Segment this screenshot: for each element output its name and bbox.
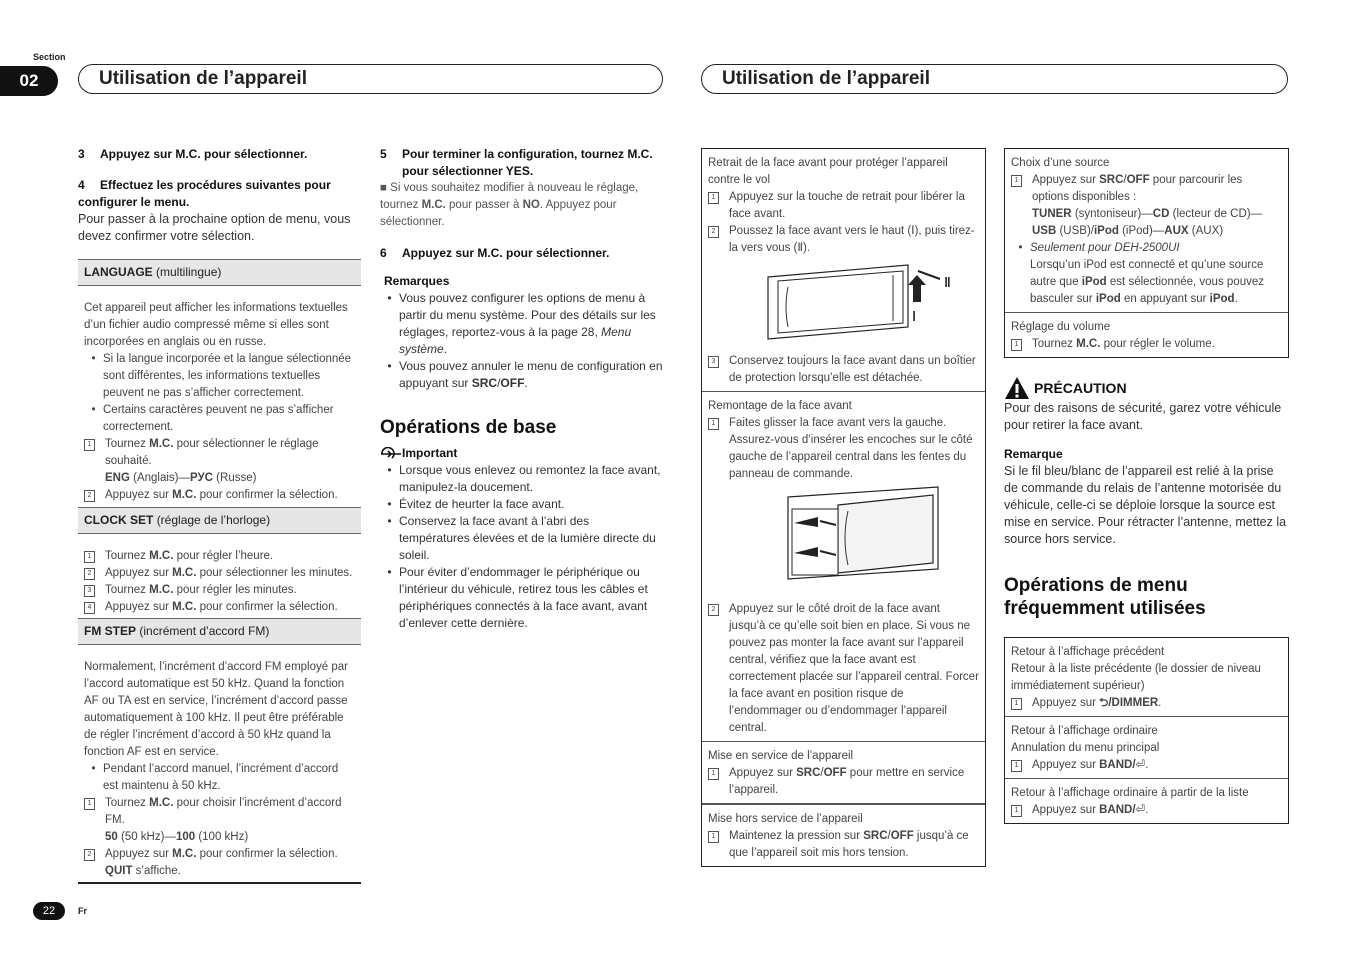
language-code: Fr: [78, 906, 87, 916]
frequent-op-2: Retour à l’affichage ordinaire Annulation du menu principal 1 Appuyez sur BAND/⏎.: [1005, 717, 1288, 779]
remarks-title: Remarques: [384, 274, 450, 288]
warning-icon: [1004, 376, 1030, 400]
step-5-note: ■ Si vous souhaitez modifier à nouveau le réglage, tournez M.C. pour passer à NO. Appuyez pour sélectionner.: [380, 182, 639, 228]
front-panel-table: [701, 148, 986, 867]
fm-step-bar: FM STEP (incrément d’accord FM): [78, 618, 361, 645]
remark-1: • Vous pouvez configurer les options de menu à partir du menu système. Pour des détails sur les réglages, reportez-vous à la page 28, Menu système.: [387, 291, 656, 356]
volume-cell: Réglage du volume 1 Tournez M.C. pour régler le volume.: [1011, 321, 1215, 350]
step-4-text: Pour passer à la prochaine option de menu, vous devez confirmer votre sélection.: [78, 212, 351, 243]
column-2: [380, 146, 663, 632]
mark-2: Ⅱ: [944, 276, 951, 291]
important-4: • Pour éviter d’endommager le périphérique ou l’intérieur du véhicule, retirez tous les câbles et périphériques connectés à la face avant, avant d’enlever cette dernière.: [387, 565, 648, 630]
section-title-right: Utilisation de l’appareil: [701, 64, 1288, 94]
step-4: 4 Effectuez les procédures suivantes pour configurer le menu.: [78, 178, 331, 209]
remark-text: Si le fil bleu/blanc de l’appareil est relié à la prise de commande du relais de l’antenne motorisée du véhicule, celle-ci se déploie lorsque la source est mise en service. Pour rétracter l’antenne, mettez la source hors service.: [1004, 464, 1287, 546]
clock-block: 1 Tournez M.C. pour régler l’heure. 2 Appuyez sur M.C. pour sélectionner les minutes. 3 Tournez M.C. pour régler les minutes. 4 Appuyez sur M.C. pour confirmer la sélection.: [78, 534, 361, 616]
source-volume-table: [1004, 148, 1289, 358]
clock-bar: CLOCK SET (réglage de l’horloge): [78, 507, 361, 534]
important-icon: [380, 447, 402, 461]
band-icon: ⏎: [1135, 804, 1146, 816]
caution-heading: PRÉCAUTION: [1004, 376, 1288, 400]
column-4-text: [1004, 376, 1288, 620]
remove-front-panel-cell: Retrait de la face avant pour protéger l’appareil contre le vol 1 Appuyez sur la touche de retrait pour libérer la face avant. 2 Poussez la face avant vers le haut (Ⅰ), puis tirez-la vers vous (Ⅱ). Ⅱ Ⅰ 3 Conservez toujours la face avant dans un boîtier de protection lorsqu’elle est détachée.: [702, 149, 985, 392]
remark-2: • Vous pouvez annuler le menu de configuration en appuyant sur SRC/OFF.: [387, 359, 663, 390]
page-number: 22: [33, 902, 65, 920]
remark-title: Remarque: [1004, 447, 1063, 461]
remove-illustration: [708, 257, 978, 347]
language-bar: LANGUAGE (multilingue): [78, 259, 361, 286]
step-6: 6 Appuyez sur M.C. pour sélectionner.: [380, 246, 610, 260]
section-title-left: Utilisation de l’appareil: [78, 64, 663, 94]
mount-front-panel-cell: Remontage de la face avant 1 Faites glisser la face avant vers la gauche. Assurez-vous d’insérer les encoches sur le côté gauche de l’appareil central dans les fentes du panneau de commande. 2 Appuyez sur le côté droit de la face avant jusqu’à ce qu’elle soit bien en place. Si vous ne pouvez pas monter la face avant sur l’appareil central, vérifiez que la face avant est correctement placée sur l’appareil central. Forcer la face avant en position risque de l’endommager ou d’endommager l’appareil central.: [702, 392, 985, 742]
frequent-op-1: Retour à l’affichage précédent Retour à la liste précédente (le dossier de niveau immédiatement supérieur) 1 Appuyez sur ⮌/DIMMER.: [1005, 638, 1288, 717]
important-2: • Évitez de heurter la face avant.: [387, 497, 565, 511]
section-number: 02: [0, 66, 58, 96]
language-block: Cet appareil peut afficher les informations textuelles d’un fichier audio compressé même si elles sont incorporées en anglais ou en russe. • Si la langue incorporée et la langue sélectionnée sont différentes, les informations textuelles peuvent ne pas s’afficher correctement. • Certains caractères peuvent ne pas s’afficher correctement. 1 Tournez M.C. pour sélectionner le réglage souhaité. ENG (Anglais)—РУС (Russe) 2 Appuyez sur M.C. pour confirmer la sélection.: [84, 302, 352, 501]
frequent-op-3: Retour à l’affichage ordinaire à partir de la liste 1 Appuyez sur BAND/⏎.: [1011, 787, 1249, 816]
step-3: 3 Appuyez sur M.C. pour sélectionner.: [78, 147, 308, 161]
basic-operations-title: Opérations de base: [380, 417, 557, 438]
power-off-cell: Mise hors service de l’appareil 1 Maintenez la pression sur SRC/OFF jusqu’à ce que l’appareil soit mis hors tension.: [702, 804, 985, 866]
section-label: Section: [33, 52, 66, 62]
band-icon: ⏎: [1135, 759, 1146, 771]
important-1: • Lorsque vous enlevez ou remontez la face avant, manipulez-la doucement.: [387, 463, 661, 494]
mark-1: Ⅰ: [912, 310, 917, 325]
important-heading: Important: [380, 445, 663, 462]
source-cell: Choix d’une source 1 Appuyez sur SRC/OFF pour parcourir les options disponibles : TUNER (syntoniseur)—CD (lecteur de CD)— USB (USB)/iPod (iPod)—AUX (AUX) • Seulement pour DEH-2500UI Lorsqu’un iPod est connecté et qu’une source autre que iPod est sélectionnée, vous pouvez basculer sur iPod en appuyant sur iPod.: [1005, 149, 1288, 313]
mount-illustration: [708, 483, 978, 595]
fm-step-block: Normalement, l’incrément d’accord FM employé par l’accord automatique est 50 kHz. Quand la fonction AF ou TA est en service, l’incrément d’accord passe automatiquement à 100 kHz. Il peut être préférable de régler l’incrément d’accord à 50 kHz quand la fonction AF est en service. • Pendant l’accord manuel, l’incrément d’accord est maintenu à 50 kHz. 1 Tournez M.C. pour choisir l’incrément d’accord FM. 50 (50 kHz)—100 (100 kHz) 2 Appuyez sur M.C. pour confirmer la sélection. QUIT s’affiche.: [78, 645, 361, 884]
column-1: [78, 146, 361, 884]
frequent-ops-table: [1004, 637, 1289, 824]
caution-text: Pour des raisons de sécurité, garez votre véhicule pour retirer la face avant.: [1004, 401, 1282, 432]
power-on-cell: Mise en service de l’appareil 1 Appuyez sur SRC/OFF pour mettre en service l’appareil.: [702, 742, 985, 804]
frequent-operations-title: Opérations de menu fréquemment utilisées: [1004, 575, 1206, 619]
step-5: 5 Pour terminer la configuration, tournez M.C. pour sélectionner YES.: [380, 147, 653, 178]
important-3: • Conservez la face avant à l’abri des températures élevées et de la lumière directe du soleil.: [387, 514, 656, 562]
